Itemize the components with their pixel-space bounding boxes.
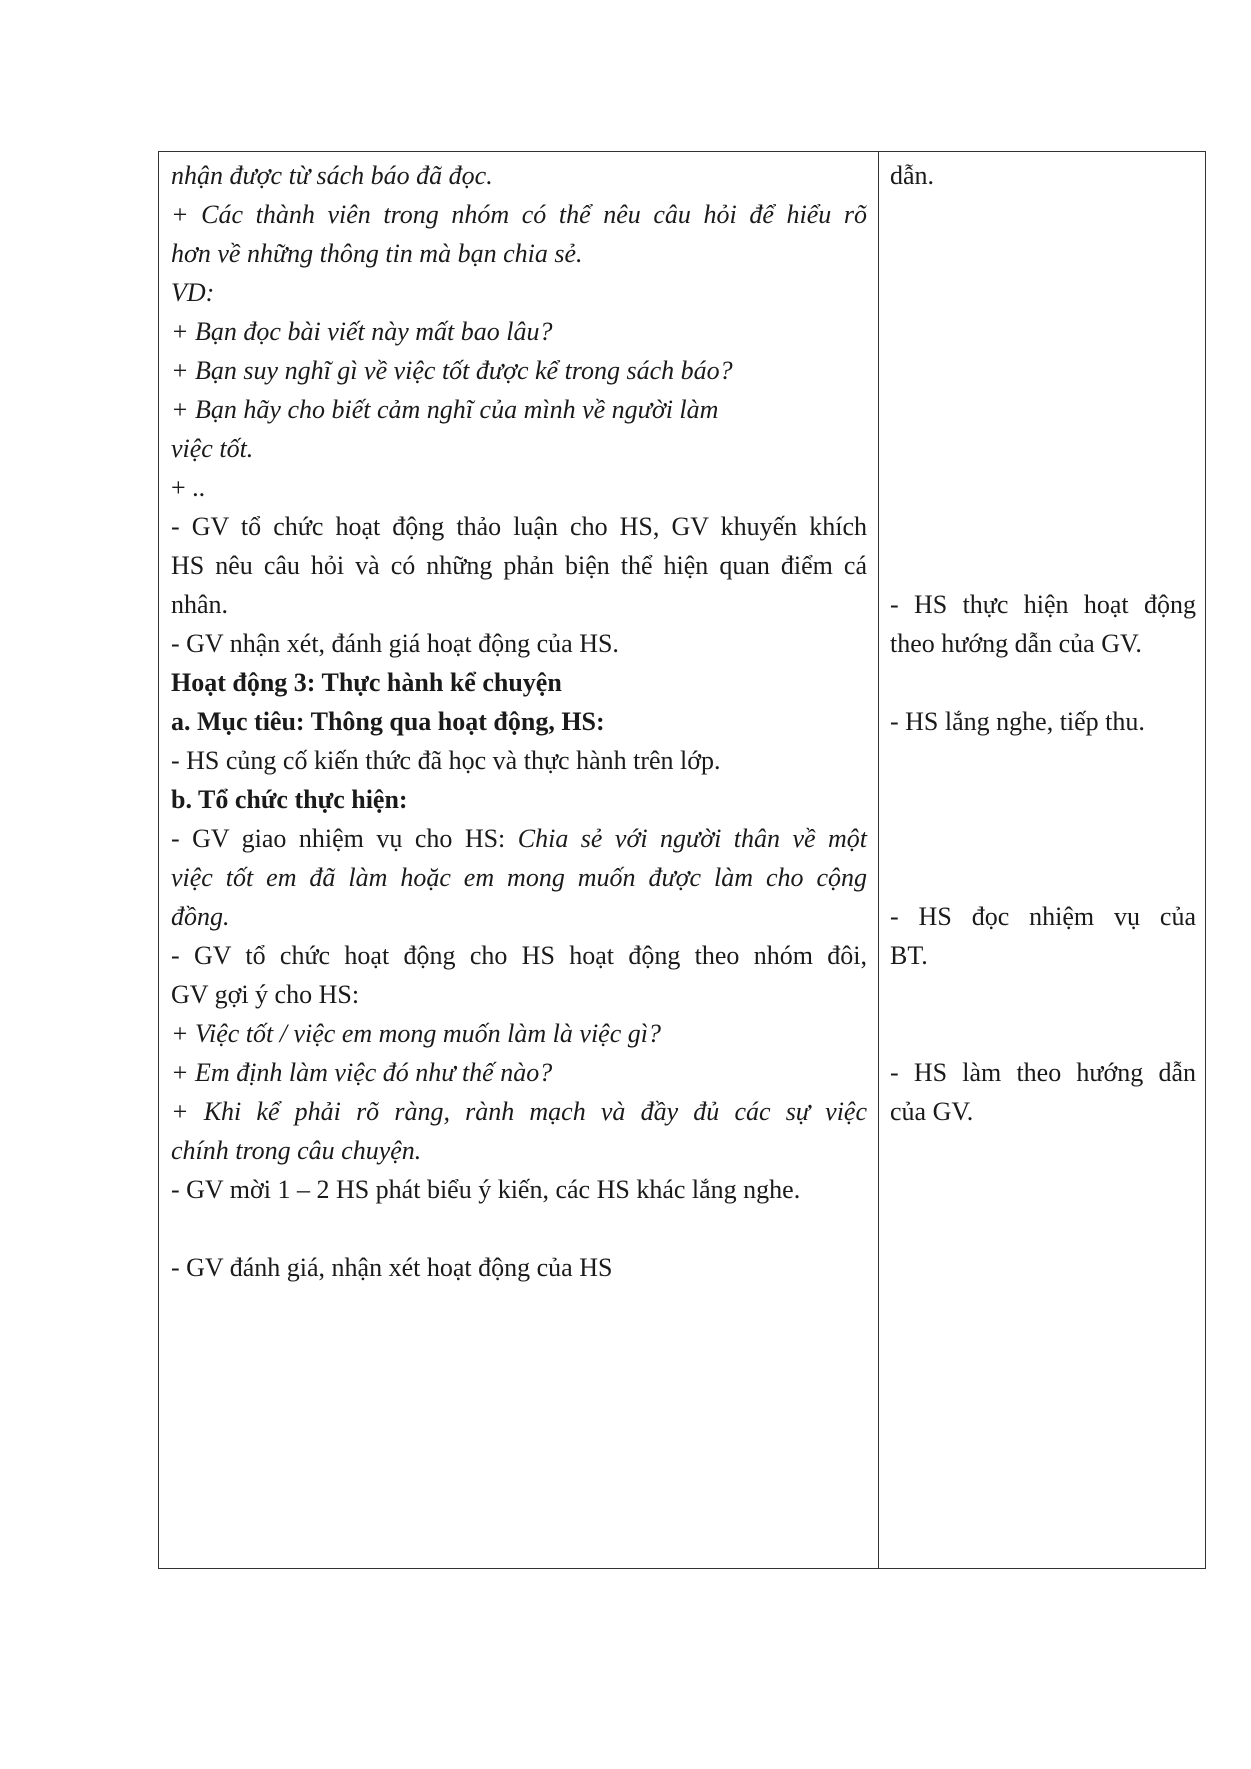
right-line-4: - HS lắng nghe, tiếp thu. [890,707,1145,736]
left-line-22: GV gợi ý cho HS: [171,980,360,1009]
left-line-4: VD: [171,278,215,307]
activity-3-heading: Hoạt động 3: Thực hành kể chuyện [171,668,562,697]
left-line-5: + Bạn đọc bài viết này mất bao lâu? [171,317,553,346]
left-line-1: nhận được từ sách báo đã đọc. [171,161,493,190]
left-line-11: HS nêu câu hỏi và có những phản biện thể hiện quan điểm cá [171,551,867,580]
objective-heading: a. Mục tiêu: Thông qua hoạt động, HS: [171,707,605,736]
left-line-23: + Việc tốt / việc em mong muốn làm là việc gì? [171,1019,661,1048]
task-intro: - GV giao nhiệm vụ cho HS: [171,824,518,853]
left-line-20: đồng. [171,902,230,931]
right-line-8: của GV. [890,1097,974,1126]
lesson-table [158,151,1206,1569]
left-line-12: nhân. [171,590,229,619]
left-line-24: + Em định làm việc đó như thế nào? [171,1058,553,1087]
left-line-27: - GV mời 1 – 2 HS phát biểu ý kiến, các HS khác lắng nghe. [171,1175,801,1204]
right-line-6: BT. [890,941,928,970]
left-line-26: chính trong câu chuyện. [171,1136,422,1165]
left-line-6: + Bạn suy nghĩ gì về việc tốt được kể trong sách báo? [171,356,733,385]
right-line-7: - HS làm theo hướng dẫn [890,1058,1196,1087]
left-line-7: + Bạn hãy cho biết cảm nghĩ của mình về người làm [171,395,719,424]
left-line-21: - GV tổ chức hoạt động cho HS hoạt động theo nhóm đôi, [171,941,867,970]
left-line-25: + Khi kể phải rõ ràng, rành mạch và đầy đủ các sự việc [171,1097,867,1126]
column-divider [878,152,879,1568]
left-line-16: - HS củng cố kiến thức đã học và thực hành trên lớp. [171,746,721,775]
left-line-28: - GV đánh giá, nhận xét hoạt động của HS [171,1253,613,1282]
implementation-heading: b. Tổ chức thực hiện: [171,785,408,814]
left-line-3: hơn về những thông tin mà bạn chia sẻ. [171,239,583,268]
left-line-13: - GV nhận xét, đánh giá hoạt động của HS. [171,629,619,658]
right-line-3: theo hướng dẫn của GV. [890,629,1142,658]
task-text: Chia sẻ với người thân về một [517,824,867,853]
left-line-10: - GV tổ chức hoạt động thảo luận cho HS, GV khuyến khích [171,512,867,541]
right-line-1: dẫn. [890,161,935,190]
left-line-18 [171,824,867,854]
left-line-9: + .. [171,473,206,502]
left-line-2: + Các thành viên trong nhóm có thể nêu câu hỏi để hiểu rõ [171,200,867,229]
right-line-2: - HS thực hiện hoạt động [890,590,1196,619]
right-line-5: - HS đọc nhiệm vụ của [890,902,1196,931]
left-line-19: việc tốt em đã làm hoặc em mong muốn được làm cho cộng [171,863,867,892]
left-line-8: việc tốt. [171,434,254,463]
